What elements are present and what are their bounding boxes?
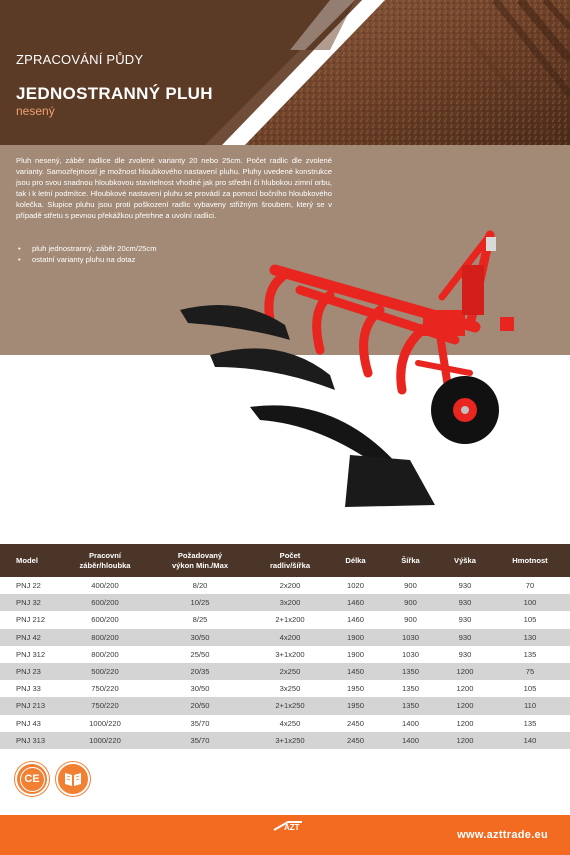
feature-list: [18, 244, 157, 265]
col-power: Požadovaný výkon Min./Max: [171, 550, 229, 570]
table-cell: 3x200: [279, 598, 301, 608]
table-cell: 900: [404, 581, 417, 591]
table-cell: 135: [523, 649, 537, 659]
table-cell: PNJ 22: [16, 581, 41, 591]
soil-photo: [0, 0, 570, 145]
table-cell: 1460: [347, 598, 364, 608]
table-cell: PNJ 213: [16, 701, 46, 711]
table-cell: 140: [523, 735, 537, 745]
table-cell: 800/200: [91, 649, 119, 659]
table-cell: 930: [458, 598, 472, 608]
azt-logo-icon: [272, 820, 304, 832]
table-cell: 10/25: [190, 598, 210, 608]
col-model: Model: [16, 555, 38, 565]
product-description: Pluh nesený, záběr radlice dle zvolené varianty 20 nebo 25cm. Počet radlic dle zvolené varianty. Samozřejmostí je možnost hloubkového nastavení pluhu. Pluhy uvedené konstrukce jsou pro svou snadnou hloubkovou stavitelnost vhodné jak pro střední či hlubokou zimní orbu, tak i k letní podmítce. Hloubkové nastavení pluhu se provádí za pomocí bočního hloubkového kolečka. Slupice pluhu jsou proti poškození radlic vybaveny střižným šroubem, který se v případě střetu s pevnou překážkou přetrhne a uvolní radlici.: [16, 156, 332, 220]
table-cell: 1020: [347, 581, 364, 591]
table-cell: PNJ 212: [16, 615, 46, 625]
table-row: [0, 611, 570, 628]
table-cell: 1950: [347, 684, 364, 694]
table-cell: 2+1x250: [275, 701, 305, 711]
table-cell: 1350: [402, 701, 419, 711]
table-cell: 105: [523, 615, 537, 625]
table-cell: 8/25: [192, 615, 208, 625]
table-cell: 1200: [456, 701, 474, 711]
table-cell: 3+1x250: [275, 735, 305, 745]
table-cell: 2450: [347, 735, 364, 745]
website-link[interactable]: www.azttrade.eu: [457, 829, 548, 841]
table-cell: 1000/220: [89, 718, 121, 728]
col-weight: Hmotnost: [512, 555, 548, 565]
table-cell: 3+1x200: [275, 649, 305, 659]
table-cell: 900: [404, 615, 417, 625]
table-cell: 135: [523, 718, 537, 728]
table-cell: 500/220: [91, 667, 119, 677]
table-cell: PNJ 32: [16, 598, 41, 608]
table-cell: 1350: [402, 667, 419, 677]
table-cell: 1030: [402, 649, 419, 659]
feature-item: • ostatní varianty pluhu na dotaz: [18, 255, 157, 266]
table-cell: 1200: [456, 735, 474, 745]
table-cell: 105: [523, 684, 537, 694]
table-cell: PNJ 313: [16, 735, 46, 745]
table-row: [0, 646, 570, 663]
table-cell: 600/200: [91, 615, 119, 625]
table-cell: 400/200: [91, 581, 119, 591]
table-cell: 930: [458, 649, 472, 659]
table-cell: 30/50: [190, 632, 210, 642]
table-row: [0, 715, 570, 732]
table-cell: 1350: [402, 684, 419, 694]
feature-item: • pluh jednostranný, záběr 20cm/25cm: [18, 244, 157, 255]
table-cell: 35/70: [190, 718, 210, 728]
spec-table-body: [0, 577, 570, 749]
table-row: [0, 732, 570, 749]
table-cell: 110: [523, 701, 537, 711]
table-cell: 2+1x200: [275, 615, 305, 625]
header-banner: [0, 0, 570, 145]
table-row: [0, 680, 570, 697]
table-cell: 20/50: [190, 701, 210, 711]
table-cell: 750/220: [91, 684, 119, 694]
table-cell: 25/50: [190, 649, 210, 659]
table-row: [0, 577, 570, 594]
table-cell: 1030: [402, 632, 419, 642]
table-row: [0, 629, 570, 646]
table-cell: PNJ 43: [16, 718, 41, 728]
table-cell: PNJ 312: [16, 649, 46, 659]
table-cell: 600/200: [91, 598, 119, 608]
table-cell: 1200: [456, 667, 474, 677]
table-cell: 2450: [347, 718, 364, 728]
table-cell: 930: [458, 632, 472, 642]
col-height: Výška: [454, 555, 476, 565]
table-cell: 800/200: [91, 632, 119, 642]
table-cell: 1400: [402, 718, 419, 728]
table-cell: 1450: [347, 667, 364, 677]
table-row: [0, 697, 570, 714]
table-cell: 35/70: [190, 735, 210, 745]
table-cell: 1900: [347, 649, 364, 659]
table-cell: 900: [404, 598, 417, 608]
table-cell: 1460: [347, 615, 364, 625]
product-title: JEDNOSTRANNÝ PLUH: [16, 84, 213, 103]
table-cell: PNJ 23: [16, 667, 41, 677]
table-cell: 4x200: [279, 632, 301, 642]
col-count: Počet radliv/šířka: [269, 550, 311, 570]
table-cell: 1200: [456, 684, 474, 694]
table-row: [0, 594, 570, 611]
table-cell: 1200: [456, 718, 474, 728]
table-cell: 1400: [402, 735, 419, 745]
table-cell: 2x200: [279, 581, 301, 591]
svg-text:AZT: AZT: [284, 823, 300, 832]
table-cell: 4x250: [279, 718, 301, 728]
footer-bar: [0, 815, 570, 855]
table-cell: 130: [523, 632, 537, 642]
table-cell: PNJ 42: [16, 632, 41, 642]
plough-photo: [170, 215, 550, 515]
table-cell: 20/35: [190, 667, 210, 677]
table-cell: 3x250: [279, 684, 301, 694]
table-cell: PNJ 33: [16, 684, 41, 694]
col-width-depth: Pracovní záběr/hloubka: [79, 550, 131, 570]
table-cell: 75: [525, 667, 535, 677]
table-cell: 30/50: [190, 684, 210, 694]
product-subtitle: nesený: [16, 104, 55, 118]
table-cell: 70: [525, 581, 535, 591]
col-length: Délka: [345, 555, 366, 565]
table-cell: 1900: [347, 632, 364, 642]
table-row: [0, 663, 570, 680]
spec-table-header: [0, 544, 570, 577]
table-cell: 8/20: [192, 581, 208, 591]
table-cell: 1000/220: [89, 735, 121, 745]
table-cell: 930: [458, 581, 472, 591]
ce-mark-icon: CE: [15, 762, 49, 796]
table-cell: 100: [523, 598, 537, 608]
table-cell: 930: [458, 615, 472, 625]
manual-book-icon: [56, 762, 90, 796]
table-cell: 1950: [347, 701, 364, 711]
table-cell: 750/220: [91, 701, 119, 711]
col-width: Šířka: [401, 555, 420, 565]
table-cell: 2x250: [279, 667, 301, 677]
category-label: ZPRACOVÁNÍ PŮDY: [16, 52, 144, 67]
